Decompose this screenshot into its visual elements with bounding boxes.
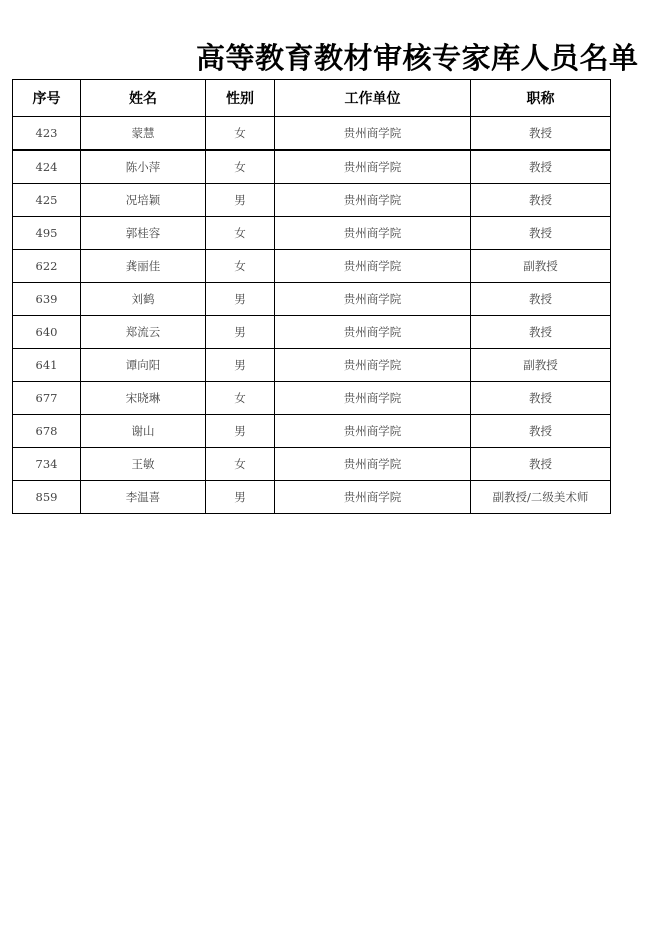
- cell-work-unit: 贵州商学院: [275, 349, 471, 382]
- table-row: [13, 415, 611, 448]
- table-row: [13, 316, 611, 349]
- table-row: [13, 481, 611, 514]
- cell-professional-title: 教授: [471, 117, 611, 151]
- cell-serial-no: 424: [13, 150, 81, 184]
- cell-name: 李温喜: [81, 481, 206, 514]
- cell-name: 王敏: [81, 448, 206, 481]
- cell-work-unit: 贵州商学院: [275, 117, 471, 151]
- cell-serial-no: 640: [13, 316, 81, 349]
- table-row: [13, 283, 611, 316]
- cell-serial-no: 678: [13, 415, 81, 448]
- cell-work-unit: 贵州商学院: [275, 382, 471, 415]
- table-row: [13, 349, 611, 382]
- cell-name: 郭桂容: [81, 217, 206, 250]
- cell-gender: 男: [206, 415, 275, 448]
- cell-gender: 女: [206, 217, 275, 250]
- table-row: [13, 217, 611, 250]
- cell-work-unit: 贵州商学院: [275, 150, 471, 184]
- cell-work-unit: 贵州商学院: [275, 184, 471, 217]
- cell-name: 谭向阳: [81, 349, 206, 382]
- cell-work-unit: 贵州商学院: [275, 481, 471, 514]
- cell-professional-title: 教授: [471, 184, 611, 217]
- cell-professional-title: 教授: [471, 448, 611, 481]
- cell-professional-title: 教授: [471, 415, 611, 448]
- cell-professional-title: 副教授/二级美术师: [471, 481, 611, 514]
- cell-serial-no: 425: [13, 184, 81, 217]
- table-row: [13, 382, 611, 415]
- cell-name: 蒙慧: [81, 117, 206, 151]
- cell-gender: 男: [206, 349, 275, 382]
- cell-serial-no: 677: [13, 382, 81, 415]
- cell-serial-no: 639: [13, 283, 81, 316]
- cell-serial-no: 734: [13, 448, 81, 481]
- table-header-row: [13, 80, 611, 117]
- cell-professional-title: 教授: [471, 217, 611, 250]
- cell-gender: 女: [206, 150, 275, 184]
- header-work-unit: 工作单位: [275, 80, 471, 117]
- cell-gender: 男: [206, 283, 275, 316]
- header-gender: 性别: [206, 80, 275, 117]
- cell-gender: 女: [206, 448, 275, 481]
- document-title: 高等教育教材审核专家库人员名单: [196, 41, 639, 75]
- table-row: [13, 448, 611, 481]
- cell-gender: 男: [206, 184, 275, 217]
- table-row: [13, 250, 611, 283]
- cell-name: 宋晓琳: [81, 382, 206, 415]
- cell-serial-no: 622: [13, 250, 81, 283]
- cell-name: 陈小萍: [81, 150, 206, 184]
- table-row: [13, 184, 611, 217]
- cell-professional-title: 副教授: [471, 349, 611, 382]
- cell-professional-title: 教授: [471, 316, 611, 349]
- cell-work-unit: 贵州商学院: [275, 283, 471, 316]
- cell-name: 刘鹤: [81, 283, 206, 316]
- cell-name: 郑流云: [81, 316, 206, 349]
- cell-gender: 女: [206, 250, 275, 283]
- cell-professional-title: 教授: [471, 283, 611, 316]
- cell-gender: 女: [206, 382, 275, 415]
- header-name: 姓名: [81, 80, 206, 117]
- cell-serial-no: 495: [13, 217, 81, 250]
- expert-roster-table: [12, 79, 611, 514]
- cell-work-unit: 贵州商学院: [275, 250, 471, 283]
- cell-serial-no: 859: [13, 481, 81, 514]
- cell-professional-title: 教授: [471, 150, 611, 184]
- table-row: [13, 150, 611, 184]
- cell-gender: 男: [206, 316, 275, 349]
- cell-gender: 女: [206, 117, 275, 151]
- cell-work-unit: 贵州商学院: [275, 316, 471, 349]
- cell-work-unit: 贵州商学院: [275, 415, 471, 448]
- cell-work-unit: 贵州商学院: [275, 448, 471, 481]
- cell-work-unit: 贵州商学院: [275, 217, 471, 250]
- cell-professional-title: 教授: [471, 382, 611, 415]
- cell-name: 况培颖: [81, 184, 206, 217]
- cell-name: 谢山: [81, 415, 206, 448]
- header-professional-title: 职称: [471, 80, 611, 117]
- table-row: [13, 117, 611, 151]
- cell-professional-title: 副教授: [471, 250, 611, 283]
- cell-name: 龚丽佳: [81, 250, 206, 283]
- header-serial-no: 序号: [13, 80, 81, 117]
- cell-serial-no: 423: [13, 117, 81, 151]
- cell-serial-no: 641: [13, 349, 81, 382]
- cell-gender: 男: [206, 481, 275, 514]
